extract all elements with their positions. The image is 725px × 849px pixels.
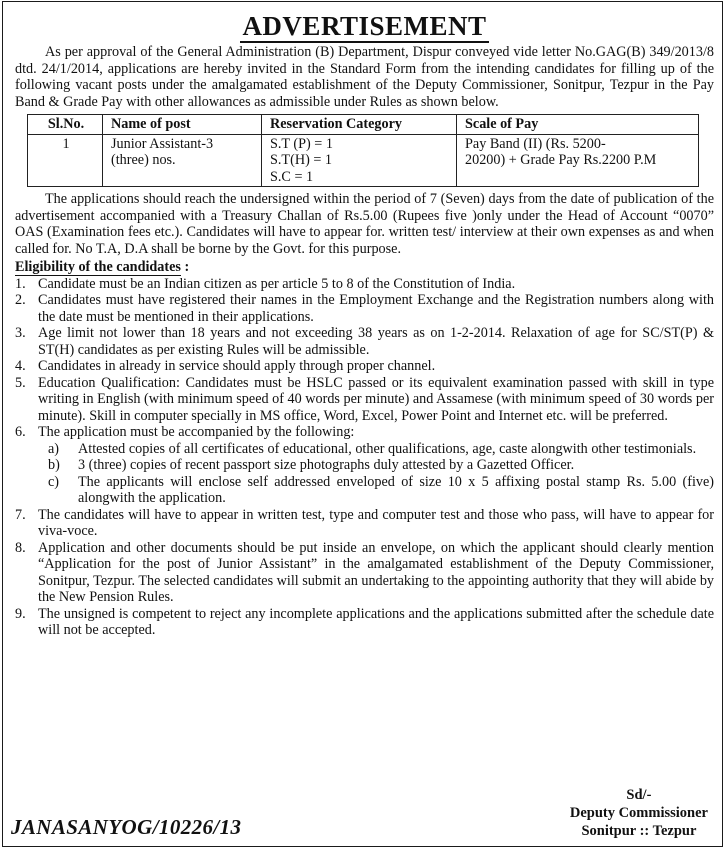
- header-post: Name of post: [103, 115, 262, 135]
- list-item: 7. The candidates will have to appear in written test, type and computer test and those who pass, will have to appear for viva-voce.: [15, 506, 714, 539]
- signatory-designation: Deputy Commissioner: [569, 805, 708, 821]
- list-item: 4. Candidates in already in service should apply through proper channel.: [15, 358, 436, 374]
- list-item: 9. The unsigned is competent to reject any incomplete applications and the applications submitted after the schedule date will not be accepted.: [15, 605, 714, 638]
- footer: [3, 778, 722, 846]
- cell-reservation: [262, 134, 457, 187]
- list-item: 5. Education Qualification: Candidates must be HSLC passed or its equivalent examination passed with skill in type writing in English (with minimum speed of 40 words per minute) and Assamese (with minimum speed of 30 words per minute). Skill in computer specially in MS office, Word, Excel, Power Point and Internet etc. will be preferred.: [15, 374, 714, 424]
- post-line: (three) nos.: [111, 152, 176, 168]
- header-slno: Sl.No.: [28, 115, 103, 135]
- signature-block: [570, 786, 708, 840]
- sublist-item: a) Attested copies of all certificates of educational, other qualifications, age, caste alongwith other testimonials.: [48, 440, 697, 457]
- pay-line: 20200) + Grade Pay Rs.2200 P.M: [465, 152, 657, 168]
- table-header-row: [28, 115, 699, 135]
- reservation-line: S.T (P) = 1: [270, 135, 333, 152]
- page-title: ADVERTISEMENT: [242, 11, 487, 41]
- header-pay: Scale of Pay: [457, 115, 699, 135]
- signature-sd: Sd/-: [626, 787, 652, 803]
- vacancy-table: [27, 114, 699, 187]
- header-reservation: Reservation Category: [262, 115, 457, 135]
- cell-pay: [457, 134, 699, 187]
- post-line: Junior Assistant-3: [111, 135, 214, 152]
- pay-line: Pay Band (II) (Rs. 5200-: [465, 135, 606, 152]
- list-item: 2. Candidates must have registered their names in the Employment Exchange and the Registration numbers along with the date must be mentioned in their applications.: [15, 292, 714, 325]
- attachments-sublist: [38, 441, 714, 507]
- list-item: 6. The application must be accompanied by the following: a) Attested copies of all certificates of educational, other qualifications, age, caste alongwith other testimonials. b) 3 (three) copies of recent passport size photographs duly attested by a Gazetted Officer. c) The applicants will enclose self addressed enveloped of size 10 x 5 affixing postal stamp Rs. 5.00 (five) alongwith the application.: [15, 424, 714, 506]
- table-row: [28, 134, 699, 187]
- eligibility-list: [15, 276, 714, 639]
- list-item: 8. Application and other documents should be put inside an envelope, on which the applicant should clearly mention “Application for the post of Junior Assistant” in the amalgamated establishment of the Deputy Commissioner, Sonitpur, Tezpur. The selected candidates will submit an undertaking to the appointing authority that they will abide by the New Pension Rules.: [15, 539, 715, 605]
- cell-post: [103, 134, 262, 187]
- list-item: 3. Age limit not lower than 18 years and not exceeding 38 years as on 1-2-2014. Relaxation of age for SC/ST(P) & ST(H) candidates as per existing Rules will be admissible.: [15, 325, 714, 358]
- sublist-item: c) The applicants will enclose self addressed enveloped of size 10 x 5 affixing postal stamp Rs. 5.00 (five) alongwith the application.: [48, 473, 714, 506]
- sublist-item: b) 3 (three) copies of recent passport size photographs duly attested by a Gazetted Officer.: [48, 457, 575, 473]
- reference-number: JANASANYOG/10226/13: [11, 815, 242, 839]
- reservation-line: S.C = 1: [270, 168, 314, 185]
- advertisement-page: [2, 1, 723, 847]
- eligibility-heading: Eligibility of the candidates :: [15, 259, 190, 275]
- application-paragraph: The applications should reach the undersigned within the period of 7 (Seven) days from the date of publication of the advertisement accompanied with a Treasury Challan of Rs.5.00 (Rupees five )only under the Head of Account “0070” OAS (Examination fees etc.). Candidates will have to appear for. written test/ interview at their own expenses as and when called for. No T.A, D.A shall be borne by the Govt. for this purpose.: [15, 191, 714, 257]
- cell-slno: 1: [28, 134, 103, 187]
- reservation-line: S.T(H) = 1: [270, 152, 332, 168]
- list-item: 1. Candidate must be an Indian citizen as per article 5 to 8 of the Constitution of India.: [15, 275, 516, 292]
- signatory-place: Sonitpur :: Tezpur: [581, 823, 697, 839]
- intro-paragraph: As per approval of the General Administration (B) Department, Dispur conveyed vide letter No.GAG(B) 349/2013/8 dtd. 24/1/2014, applications are hereby invited in the Standard Form from the intending candidates for filling up of the following vacant posts under the amalgamated establishment of the Deputy Commissioner, Sonitpur, Tezpur in the Pay Band & Grade Pay with other allowances as admissible under Rules as shown below.: [15, 44, 714, 110]
